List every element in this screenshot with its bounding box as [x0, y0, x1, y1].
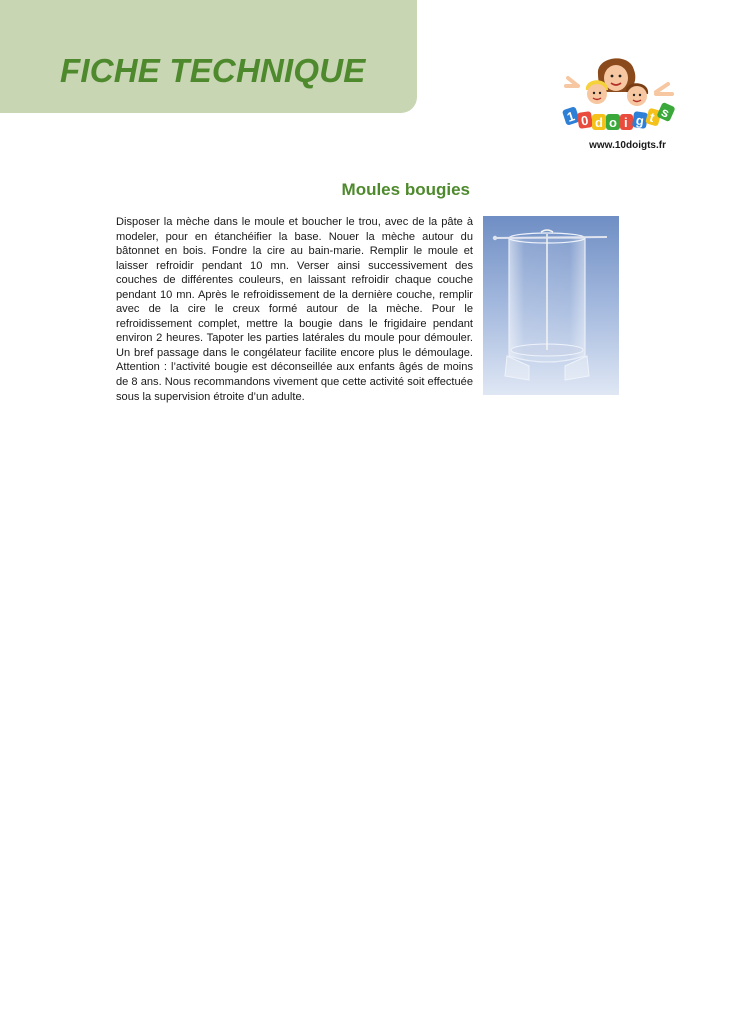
svg-text:1: 1 [565, 108, 577, 125]
brand-logo [558, 52, 680, 134]
page-title: FICHE TECHNIQUE [60, 52, 366, 89]
candle-mold-photo [483, 216, 619, 395]
svg-text:o: o [609, 115, 617, 130]
website-link[interactable]: www.10doigts.fr [589, 140, 666, 151]
svg-text:g: g [634, 112, 645, 129]
svg-text:d: d [595, 115, 603, 130]
svg-text:0: 0 [580, 112, 590, 129]
svg-text:s: s [659, 103, 672, 121]
product-title: Moules bougies [341, 180, 470, 199]
svg-text:i: i [624, 115, 628, 130]
svg-text:t: t [647, 109, 657, 126]
product-description: Disposer la mèche dans le moule et boucher le trou, avec de la pâte à modeler, pour en étanchéifier la base. Nouer la mèche autour du bâtonnet en bois. Fondre la cire au bain-marie. Remplir le moule et laisser refroidir pendant 10 mn. Verser ainsi successivement des couches de différentes couleurs, en laissant refroidir chaque couche pendant 10 mn. Après le refroidissement de la dernière couche, remplir avec de la cire le creux formé autour de la mèche. Pour le refroidissement complet, mettre la bougie dans le frigidaire pendant environ 2 heures. Tapoter les parties latérales du moule pour démouler. Un bref passage dans le congélateur facilite encore plus le démoulage. Attention : l’activité bougie est déconseillée aux enfants âgés de moins de 8 ans. Nous recommandons vivement que cette activité soit effectuée sous la supervision étroite d’un adulte. [116, 216, 473, 403]
